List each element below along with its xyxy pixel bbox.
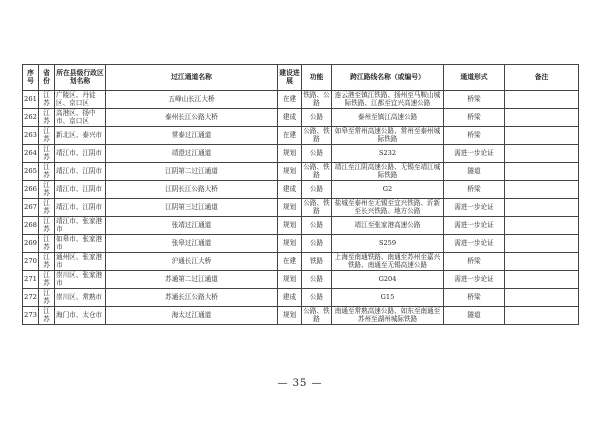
cell-num: 268 <box>23 217 39 235</box>
cell-region: 通州区、张家港市 <box>55 253 106 271</box>
cell-status: 规划 <box>278 217 302 235</box>
cell-num: 271 <box>23 271 39 289</box>
table-row <box>23 307 579 325</box>
cell-route: G204 <box>332 271 444 289</box>
cell-region: 如皋市、张家港市 <box>55 235 106 253</box>
cell-region: 靖江市、江阴市 <box>55 181 106 199</box>
cell-province: 江苏 <box>39 145 55 163</box>
table-row <box>23 217 579 235</box>
cell-function: 公路 <box>302 235 332 253</box>
cell-function: 公路 <box>302 271 332 289</box>
page-number: — 35 — <box>277 378 323 389</box>
cell-province: 江苏 <box>39 289 55 307</box>
cell-note <box>505 289 579 307</box>
cell-province: 江苏 <box>39 307 55 325</box>
cell-region: 海门市、太仓市 <box>55 307 106 325</box>
cell-num: 264 <box>23 145 39 163</box>
cell-route: 上海至南通铁路、南通至苏州至嘉兴铁路、南通至无锡高速公路 <box>332 253 444 271</box>
cell-function: 公路、铁路 <box>303 307 330 323</box>
cell-num: 261 <box>23 91 39 109</box>
header-route: 跨江路线名称（或编号） <box>332 65 444 91</box>
cell-function: 铁路、公路 <box>303 91 330 107</box>
cell-note <box>505 127 579 145</box>
cell-province: 江苏 <box>39 217 55 235</box>
cell-num: 269 <box>23 235 39 253</box>
cell-function: 公路、铁路 <box>303 199 330 215</box>
cell-route: G15 <box>332 289 444 307</box>
cell-name: 江阴第三过江通道 <box>106 199 278 217</box>
cell-form: 需进一步论证 <box>444 271 505 289</box>
cell-form: 桥梁 <box>444 181 505 199</box>
table-row <box>23 253 579 271</box>
cell-province: 江苏 <box>39 271 55 289</box>
cell-province: 江苏 <box>39 91 55 109</box>
cell-route: 盐城至泰州至无锡至宜兴铁路、沂新至长兴铁路、地方公路 <box>332 199 444 217</box>
cell-name: 常泰过江通道 <box>106 127 278 145</box>
cell-note <box>505 145 579 163</box>
cell-name: 江阴长江公路大桥 <box>106 181 278 199</box>
cell-status: 建成 <box>278 181 302 199</box>
header-function: 功能 <box>302 65 332 91</box>
cell-region: 崇川区、张家港市 <box>55 271 106 289</box>
cell-status: 规划 <box>278 235 302 253</box>
cell-region: 靖江市、江阴市 <box>55 199 106 217</box>
cell-province: 江苏 <box>39 253 55 271</box>
cell-num: 266 <box>23 181 39 199</box>
cell-region: 新北区、泰兴市 <box>55 127 106 145</box>
cell-status: 规划 <box>278 145 302 163</box>
header-status: 建设进展 <box>278 65 302 91</box>
cell-name: 泰州长江公路大桥 <box>106 109 278 127</box>
cell-function: 公路 <box>302 181 332 199</box>
table-row <box>23 91 579 109</box>
cell-status: 规划 <box>278 271 302 289</box>
table-row <box>23 289 579 307</box>
header-row <box>23 65 579 91</box>
cell-name: 五峰山长江大桥 <box>106 91 278 109</box>
header-name: 过江通道名称 <box>106 65 278 91</box>
cell-route: S232 <box>332 145 444 163</box>
cell-num: 265 <box>23 163 39 181</box>
header-num: 序号 <box>23 65 39 91</box>
cell-route: 靖江至江阴高速公路、无锡至靖江城际铁路 <box>332 163 444 181</box>
cell-name: 苏通长江公路大桥 <box>106 289 278 307</box>
cell-name: 张靖过江通道 <box>106 217 278 235</box>
cell-form: 需进一步论证 <box>444 235 505 253</box>
table-row <box>23 109 579 127</box>
table-row <box>23 163 579 181</box>
cell-province: 江苏 <box>39 109 55 127</box>
cell-form: 需进一步论证 <box>444 199 505 217</box>
cell-status: 建成 <box>278 289 302 307</box>
cell-form: 桥梁 <box>444 253 505 271</box>
cell-form: 隧道 <box>444 307 505 325</box>
cell-function: 公路 <box>302 145 332 163</box>
cell-note <box>505 307 579 325</box>
cell-function: 公路、铁路 <box>303 163 330 179</box>
cell-function: 公路 <box>302 289 332 307</box>
cell-province: 江苏 <box>39 181 55 199</box>
cell-function: 公路 <box>302 217 332 235</box>
cell-note <box>505 109 579 127</box>
cell-region: 崇川区、常熟市 <box>55 289 106 307</box>
cell-province: 江苏 <box>39 235 55 253</box>
cell-name: 江阴第二过江通道 <box>106 163 278 181</box>
cell-num: 272 <box>23 289 39 307</box>
cell-note <box>505 181 579 199</box>
cell-province: 江苏 <box>39 199 55 217</box>
header-province: 省份 <box>39 65 55 91</box>
cell-region: 靖江市、江阴市 <box>55 145 106 163</box>
cell-function: 公路、铁路 <box>303 127 330 143</box>
cell-region: 高港区、扬中市、京口区 <box>55 109 106 127</box>
header-region: 所在县级行政区划名称 <box>55 65 106 91</box>
cell-province: 江苏 <box>39 127 55 145</box>
cell-function: 铁路 <box>302 253 332 271</box>
cell-num: 263 <box>23 127 39 145</box>
cell-num: 267 <box>23 199 39 217</box>
cell-name: 沪通长江大桥 <box>106 253 278 271</box>
cell-num: 273 <box>23 307 39 325</box>
cell-note <box>505 271 579 289</box>
cell-route: 连云港至镇江铁路、扬州至马鞍山城际铁路、江都至宜兴高速公路 <box>332 91 444 109</box>
cell-form: 需进一步论证 <box>444 217 505 235</box>
cell-region: 靖江市、张家港市 <box>55 217 106 235</box>
cell-function: 公路 <box>302 109 332 127</box>
cell-note <box>505 91 579 109</box>
cell-region: 广陵区、丹徒区、京口区 <box>55 91 106 109</box>
cell-note <box>505 235 579 253</box>
cell-status: 在建 <box>278 253 302 271</box>
cell-note <box>505 199 579 217</box>
cell-num: 270 <box>23 253 39 271</box>
header-form: 通道形式 <box>444 65 505 91</box>
cell-num: 262 <box>23 109 39 127</box>
table-row <box>23 127 579 145</box>
cell-name: 靖澄过江通道 <box>106 145 278 163</box>
cell-name: 苏通第二过江通道 <box>106 271 278 289</box>
cell-status: 在建 <box>278 127 302 145</box>
cell-form: 桥梁 <box>444 109 505 127</box>
cell-name: 张皋过江通道 <box>106 235 278 253</box>
cell-status: 规划 <box>278 199 302 217</box>
cell-status: 规划 <box>278 307 302 325</box>
cell-name: 海太过江通道 <box>106 307 278 325</box>
cell-form: 桥梁 <box>444 127 505 145</box>
cell-route: 靖江至张家港高速公路 <box>332 217 444 235</box>
table-row <box>23 199 579 217</box>
cell-form: 隧道 <box>444 163 505 181</box>
header-note: 备注 <box>505 65 579 91</box>
cell-form: 需进一步论证 <box>444 145 505 163</box>
table-row <box>23 145 579 163</box>
cell-route: G2 <box>332 181 444 199</box>
cell-route: 如皋至常州高速公路、常州至泰州城际铁路 <box>332 127 444 145</box>
cell-province: 江苏 <box>39 163 55 181</box>
cell-note <box>505 217 579 235</box>
table-row <box>23 235 579 253</box>
cell-region: 靖江市、江阴市 <box>55 163 106 181</box>
table-row <box>23 181 579 199</box>
table-row <box>23 271 579 289</box>
cell-form: 桥梁 <box>444 289 505 307</box>
cell-form: 桥梁 <box>444 91 505 109</box>
cell-status: 建成 <box>278 109 302 127</box>
cell-note <box>505 253 579 271</box>
cell-status: 规划 <box>278 163 302 181</box>
cell-note <box>505 163 579 181</box>
crossing-table <box>22 64 579 325</box>
cell-status: 在建 <box>278 91 302 109</box>
cell-route: 南通至常熟高速公路、如东至南通至苏州至湖州城际铁路 <box>332 307 444 325</box>
cell-route: 泰州至镇江高速公路 <box>332 109 444 127</box>
cell-route: S259 <box>332 235 444 253</box>
